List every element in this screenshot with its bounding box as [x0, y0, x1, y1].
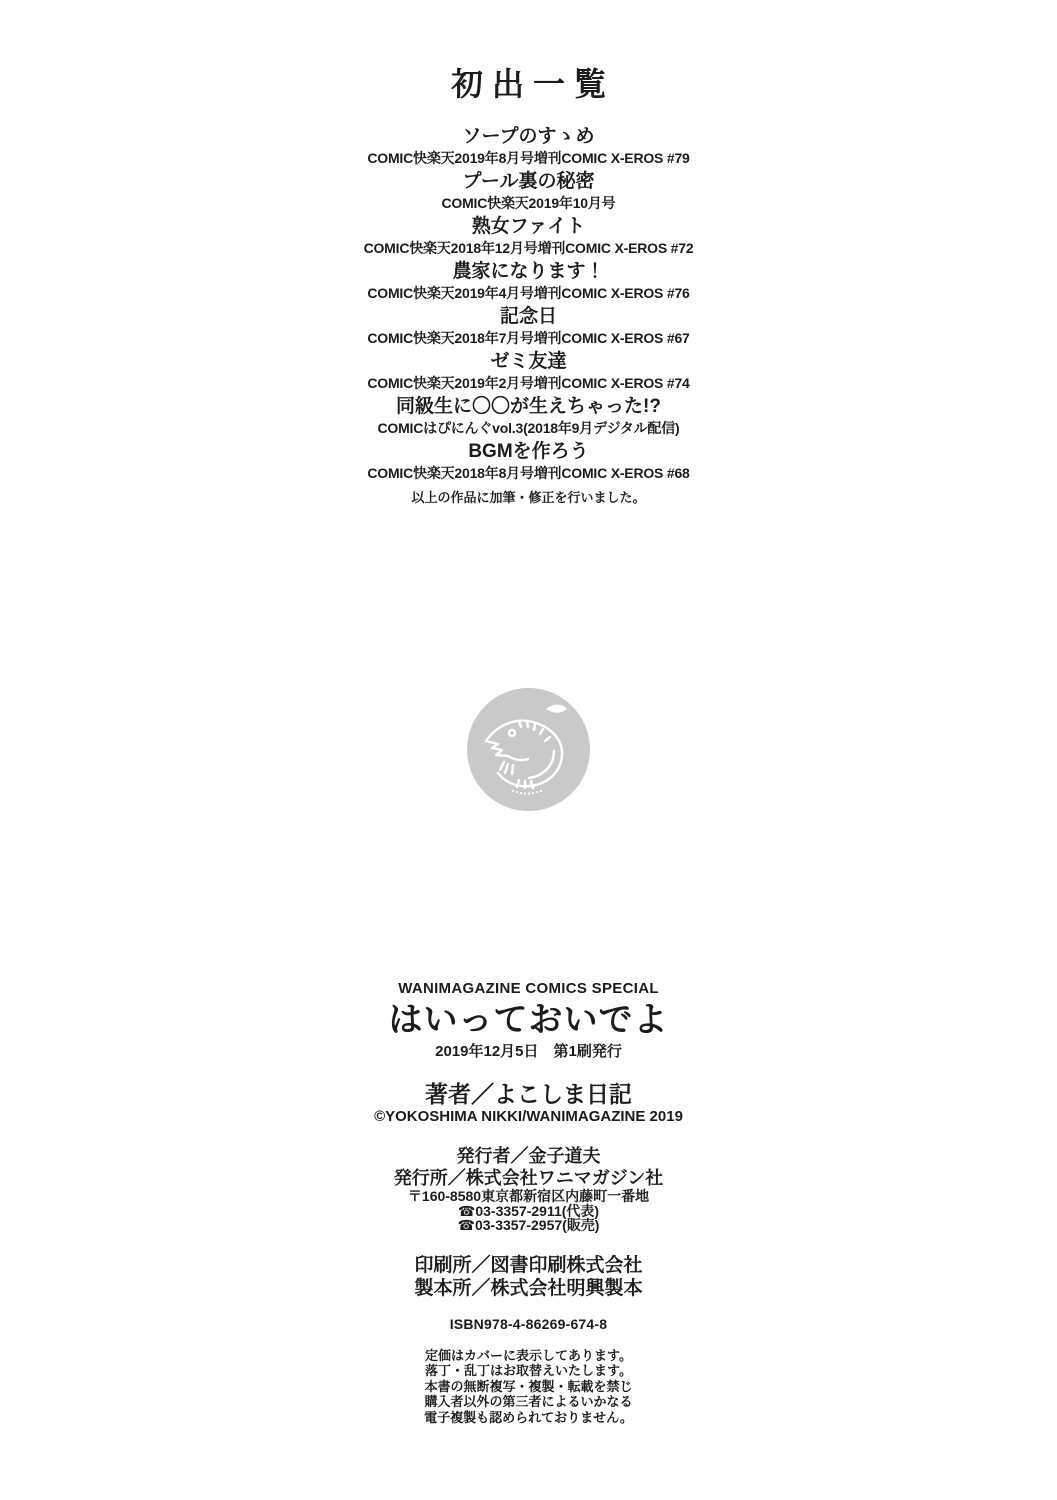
- publisher-company: 発行所／株式会社ワニマガジン社: [393, 1168, 664, 1188]
- publisher-person: 発行者／金子道夫: [456, 1146, 601, 1166]
- isbn-line: ISBN978-4-86269-674-8: [449, 1315, 608, 1332]
- entry-source: COMICはぴにんぐvol.3(2018年9月デジタル配信): [377, 420, 680, 436]
- revision-note: 以上の作品に加筆・修正を行いました。: [411, 490, 646, 505]
- crocodile-icon: [467, 688, 590, 811]
- page-title: 初出一覧: [450, 66, 615, 102]
- legal-line: 購入者以外の第三者によるいかなる: [424, 1394, 633, 1409]
- first-publication-list: [0, 64, 1057, 506]
- entry-source: COMIC快楽天2018年12月号増刊COMIC X-EROS #72: [363, 240, 694, 256]
- entry-title: プール裏の秘密: [462, 171, 595, 192]
- entry-title: 記念日: [499, 306, 557, 327]
- publication-entry: [0, 394, 1057, 437]
- binder-line: 製本所／株式会社明興製本: [414, 1277, 643, 1299]
- phone-main: ☎03-3357-2911(代表): [457, 1202, 600, 1219]
- legal-line: 落丁・乱丁はお取替えいたします。: [425, 1363, 632, 1378]
- entry-source: COMIC快楽天2019年10月号: [441, 195, 616, 211]
- edition-line: 2019年12月5日 第1刷発行: [435, 1043, 622, 1060]
- legal-notice: [0, 1348, 1057, 1426]
- entry-title: 農家になります！: [452, 261, 605, 282]
- publication-entry: [0, 349, 1057, 392]
- legal-line: 本書の無断複写・複製・転載を禁じ: [424, 1378, 633, 1394]
- publication-entry: [0, 124, 1057, 167]
- entry-source: COMIC快楽天2018年7月号増刊COMIC X-EROS #67: [367, 330, 690, 346]
- entry-source: COMIC快楽天2019年8月号増刊COMIC X-EROS #79: [367, 150, 690, 166]
- publication-entry: [0, 169, 1057, 212]
- publisher-address: 〒160-8580東京都新宿区内藤町一番地: [407, 1188, 650, 1204]
- series-label: WANIMAGAZINE COMICS SPECIAL: [398, 980, 659, 997]
- entry-source: COMIC快楽天2018年8月号増刊COMIC X-EROS #68: [367, 465, 690, 481]
- publication-entry: [0, 214, 1057, 257]
- publication-entry: [0, 439, 1057, 482]
- printer-line: 印刷所／図書印刷株式会社: [414, 1254, 643, 1276]
- author-line: 著者／よこしま日記: [425, 1081, 632, 1107]
- entry-title: BGMを作ろう: [468, 441, 589, 462]
- publisher-block: [0, 1145, 1057, 1232]
- wanimagazine-logo: [467, 688, 590, 811]
- phone-sales: ☎03-3357-2957(販売): [457, 1216, 600, 1233]
- entry-source: COMIC快楽天2019年4月号増刊COMIC X-EROS #76: [367, 285, 690, 301]
- legal-line: 定価はカバーに表示してあります。: [425, 1347, 632, 1363]
- entry-title: ゼミ友達: [490, 351, 567, 372]
- publication-entry: [0, 304, 1057, 347]
- book-title: はいっておいでよ: [388, 1001, 669, 1039]
- entry-title: ソープのすゝめ: [462, 126, 595, 147]
- entry-source: COMIC快楽天2019年2月号増刊COMIC X-EROS #74: [367, 375, 690, 391]
- entry-title: 同級生に〇〇が生えちゃった!?: [396, 396, 661, 417]
- legal-line: 電子複製も認められておりません。: [424, 1409, 633, 1425]
- entry-title: 熟女ファイト: [471, 216, 586, 237]
- printing-block: [0, 1254, 1057, 1300]
- colophon: [0, 980, 1057, 1425]
- copyright-line: ©YOKOSHIMA NIKKI/WANIMAGAZINE 2019: [374, 1108, 683, 1125]
- publication-entry: [0, 259, 1057, 302]
